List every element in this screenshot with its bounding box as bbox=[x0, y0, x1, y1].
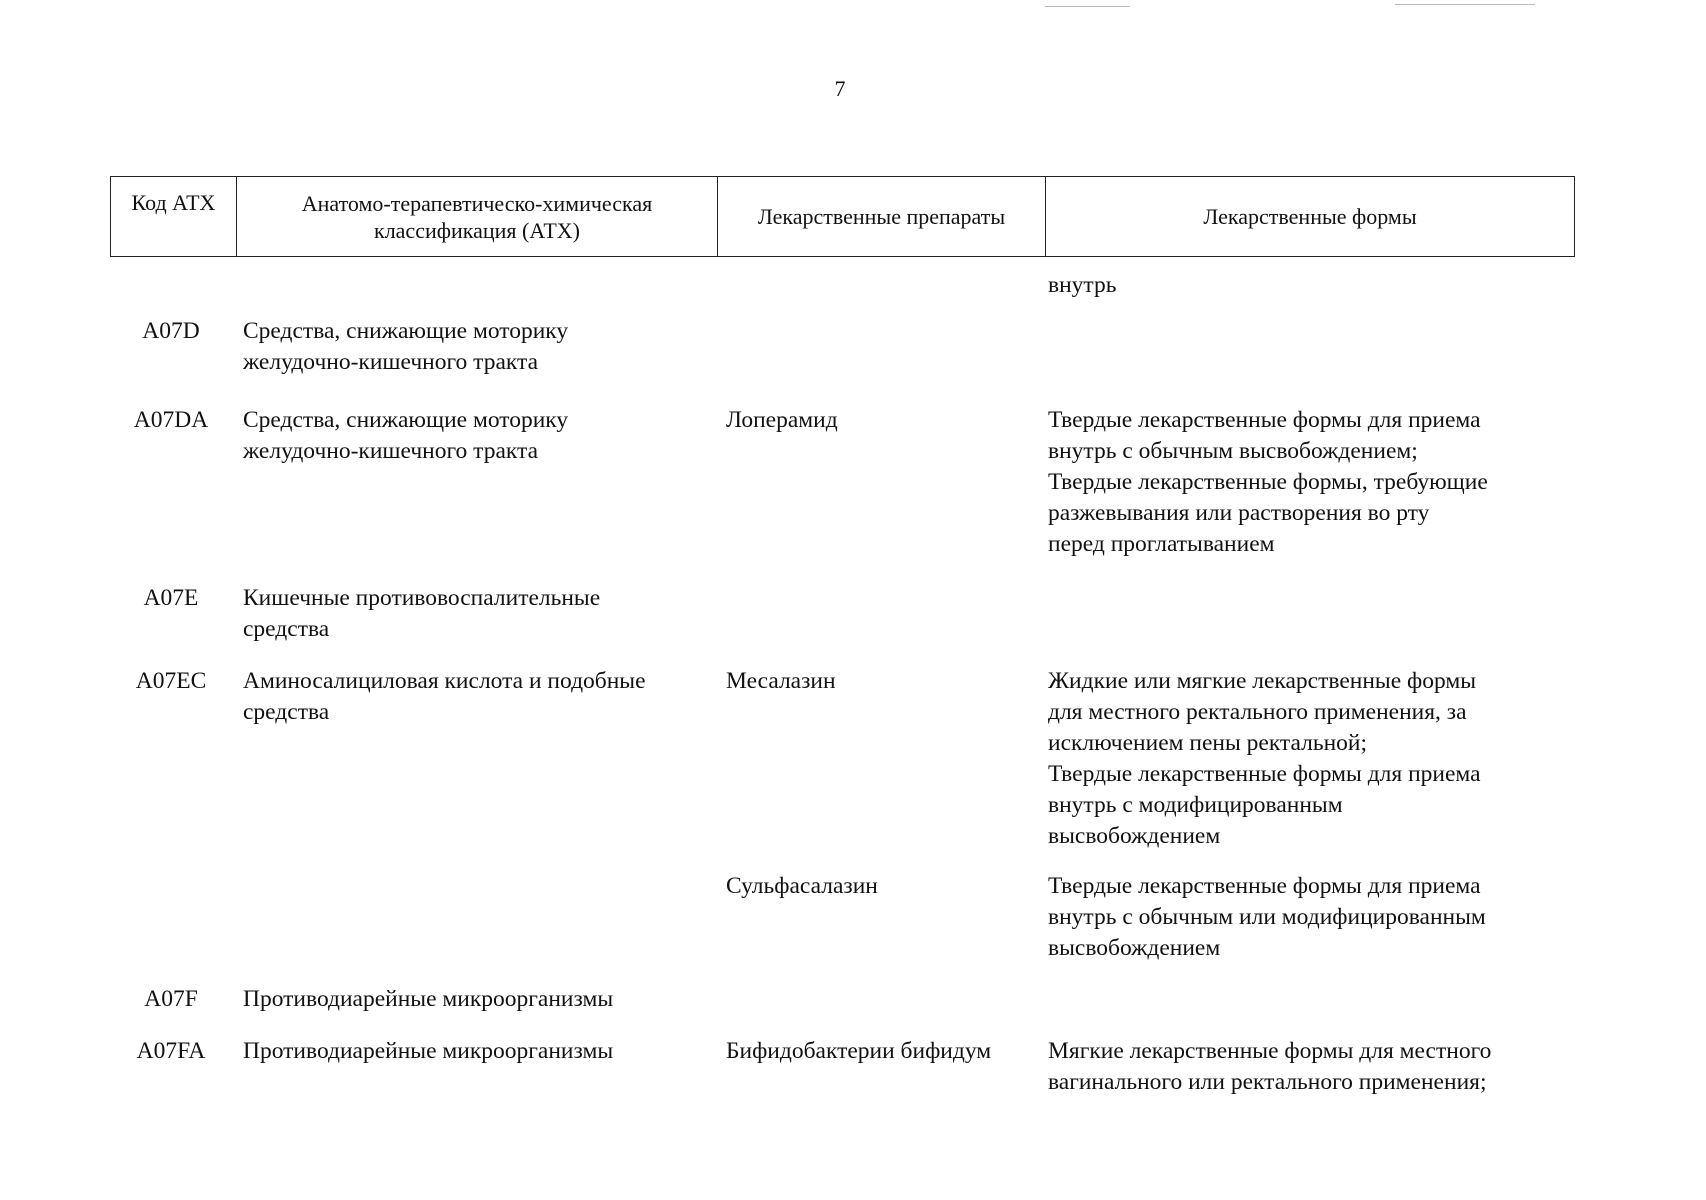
forms-line: высвобождением bbox=[1048, 935, 1221, 961]
cell-code: A07F bbox=[144, 986, 198, 1012]
cell-classification bbox=[236, 1036, 717, 1106]
forms-line: Твердые лекарственные формы для приема bbox=[1048, 407, 1481, 433]
forms-line: разжевывания или растворения во рту bbox=[1048, 500, 1430, 526]
forms-line: внутрь с модифицированным bbox=[1048, 792, 1343, 818]
cell-code: A07FA bbox=[136, 1038, 206, 1064]
classification-line: средства bbox=[243, 699, 330, 725]
table-row bbox=[110, 583, 1575, 666]
forms-line: высвобождением bbox=[1048, 823, 1221, 849]
forms-line: перед проглатыванием bbox=[1048, 531, 1275, 557]
cell-code: A07DA bbox=[133, 407, 209, 433]
table-row bbox=[110, 1036, 1575, 1106]
header-classification-line: классификация (АТХ) bbox=[374, 217, 580, 243]
cell-forms bbox=[1045, 666, 1575, 871]
forms-line: внутрь с обычным или модифицированным bbox=[1048, 904, 1486, 930]
header-code: Код АТХ bbox=[111, 177, 237, 256]
forms-line: Твердые лекарственные формы, требующие bbox=[1048, 469, 1488, 495]
table-row bbox=[110, 270, 1575, 316]
cell-forms bbox=[1045, 316, 1575, 405]
classification-line: Противодиарейные микроорганизмы bbox=[243, 986, 614, 1012]
table-row bbox=[110, 666, 1575, 871]
header-forms: Лекарственные формы bbox=[1203, 204, 1417, 229]
cell-forms bbox=[1045, 984, 1575, 1036]
table-body bbox=[110, 270, 1575, 1106]
cell-drug bbox=[717, 316, 1045, 405]
classification-line: средства bbox=[243, 616, 330, 642]
cell-classification bbox=[236, 405, 717, 583]
page-number: 7 bbox=[834, 76, 846, 101]
scan-artifact-line bbox=[1395, 4, 1535, 5]
cell-drug: Месалазин bbox=[726, 668, 836, 694]
cell-classification bbox=[236, 984, 717, 1036]
header-classification bbox=[237, 177, 718, 256]
forms-line: исключением пены ректальной; bbox=[1048, 730, 1367, 756]
header-classification-line: Анатомо-терапевтическо-химическая bbox=[301, 190, 653, 216]
scan-artifact-line bbox=[1045, 6, 1130, 7]
cell-forms bbox=[1045, 270, 1575, 316]
cell-code: A07EC bbox=[135, 668, 207, 694]
classification-line: желудочно-кишечного тракта bbox=[243, 349, 539, 375]
cell-drug: Лоперамид bbox=[726, 407, 838, 433]
table-row bbox=[110, 316, 1575, 405]
classification-line: Аминосалициловая кислота и подобные bbox=[243, 668, 646, 694]
table-row bbox=[110, 405, 1575, 583]
cell-code bbox=[110, 871, 236, 984]
cell-code bbox=[110, 270, 236, 316]
header-drugs: Лекарственные препараты bbox=[718, 177, 1046, 256]
forms-line: внутрь bbox=[1048, 272, 1117, 298]
cell-classification bbox=[236, 871, 717, 984]
forms-line: Твердые лекарственные формы для приема bbox=[1048, 873, 1481, 899]
cell-drug bbox=[717, 984, 1045, 1036]
classification-line: Средства, снижающие моторику bbox=[243, 407, 569, 433]
cell-code: A07D bbox=[142, 318, 200, 344]
classification-line: Кишечные противовоспалительные bbox=[243, 585, 601, 611]
forms-line: Мягкие лекарственные формы для местного bbox=[1048, 1038, 1492, 1064]
classification-line: Противодиарейные микроорганизмы bbox=[243, 1038, 614, 1064]
cell-forms bbox=[1045, 405, 1575, 583]
cell-classification bbox=[236, 316, 717, 405]
table-row bbox=[110, 984, 1575, 1036]
cell-drug: Сульфасалазин bbox=[726, 873, 878, 899]
cell-drug bbox=[717, 270, 1045, 316]
cell-forms bbox=[1045, 1036, 1575, 1106]
forms-line: внутрь с обычным высвобождением; bbox=[1048, 438, 1418, 464]
cell-classification bbox=[236, 583, 717, 666]
cell-forms bbox=[1045, 871, 1575, 984]
forms-line: Жидкие или мягкие лекарственные формы bbox=[1048, 668, 1477, 694]
classification-line: желудочно-кишечного тракта bbox=[243, 438, 539, 464]
table-row bbox=[110, 871, 1575, 984]
cell-classification bbox=[236, 666, 717, 871]
cell-drug bbox=[717, 583, 1045, 666]
cell-drug: Бифидобактерии бифидум bbox=[726, 1038, 992, 1064]
forms-line: для местного ректального применения, за bbox=[1048, 699, 1467, 725]
table-header bbox=[110, 176, 1575, 257]
forms-line: вагинального или ректального применения; bbox=[1048, 1069, 1487, 1095]
cell-forms bbox=[1045, 583, 1575, 666]
cell-classification bbox=[236, 270, 717, 316]
forms-line: Твердые лекарственные формы для приема bbox=[1048, 761, 1481, 787]
cell-code: A07E bbox=[143, 585, 199, 611]
classification-line: Средства, снижающие моторику bbox=[243, 318, 569, 344]
